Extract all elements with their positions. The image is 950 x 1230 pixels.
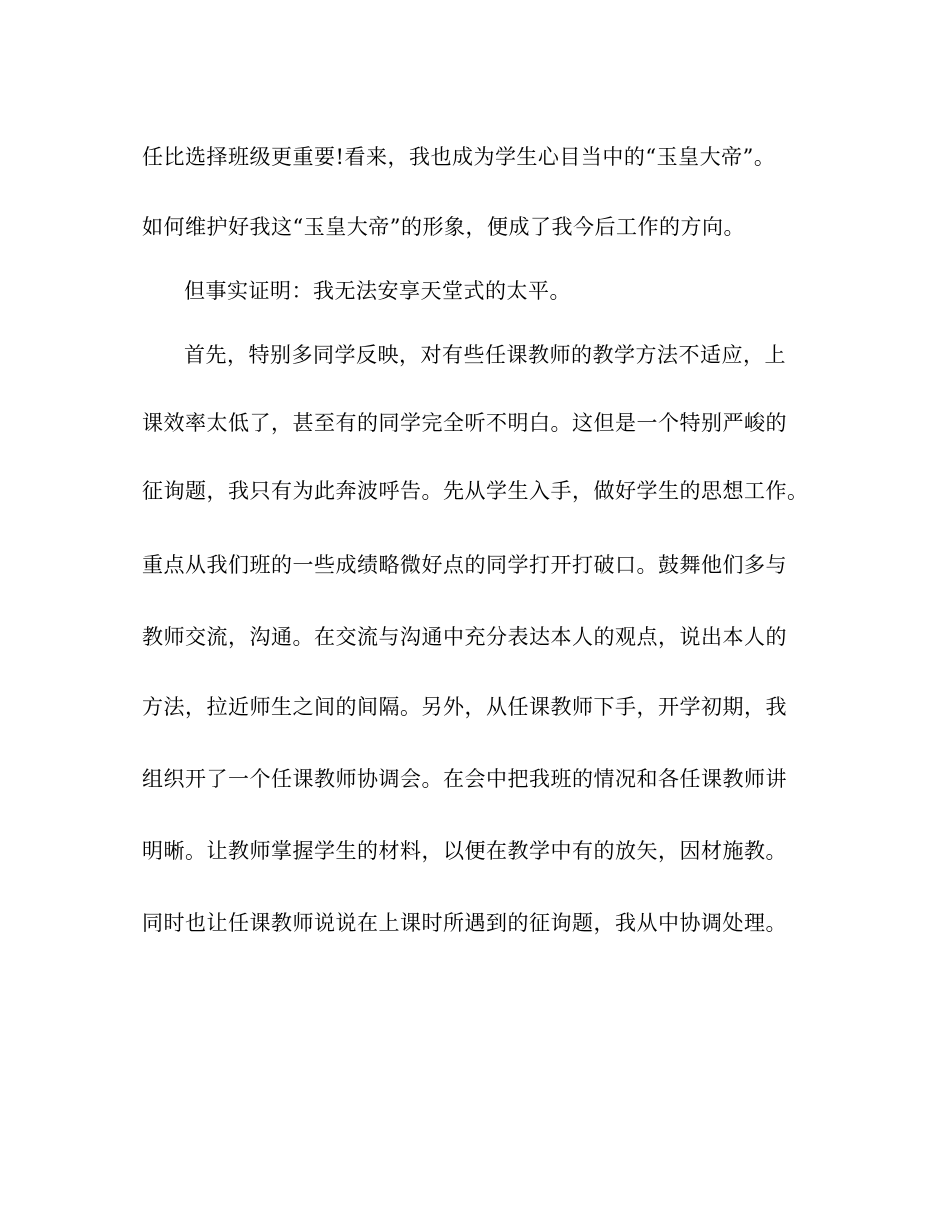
text-line: 如何维护好我这“玉皇大帝”的形象，便成了我今后工作的方向。	[142, 215, 745, 239]
text-line: 同时也让任课教师说说在上课时所遇到的征询题，我从中协调处理。	[142, 911, 787, 935]
paragraph-first-line: 但事实证明：我无法安享天堂式的太平。	[184, 279, 571, 303]
text-line: 征询题，我只有为此奔波呼告。先从学生入手，做好学生的思想工作。	[142, 479, 809, 503]
text-line: 任比选择班级更重要!看来，我也成为学生心目当中的“玉皇大帝”。	[142, 145, 776, 169]
text-line: 课效率太低了，甚至有的同学完全听不明白。这但是一个特别严峻的	[142, 411, 787, 435]
text-line: 明晰。让教师掌握学生的材料，以便在教学中有的放矢，因材施教。	[142, 839, 787, 863]
paragraph-first-line: 首先，特别多同学反映，对有些任课教师的教学方法不适应，上	[184, 343, 786, 367]
text-line: 教师交流，沟通。在交流与沟通中充分表达本人的观点，说出本人的	[142, 625, 787, 649]
text-line: 重点从我们班的一些成绩略微好点的同学打开打破口。鼓舞他们多与	[142, 553, 787, 577]
text-line: 方法，拉近师生之间的间隔。另外，从任课教师下手，开学初期，我	[142, 695, 787, 719]
text-line: 组织开了一个任课教师协调会。在会中把我班的情况和各任课教师讲	[142, 767, 787, 791]
